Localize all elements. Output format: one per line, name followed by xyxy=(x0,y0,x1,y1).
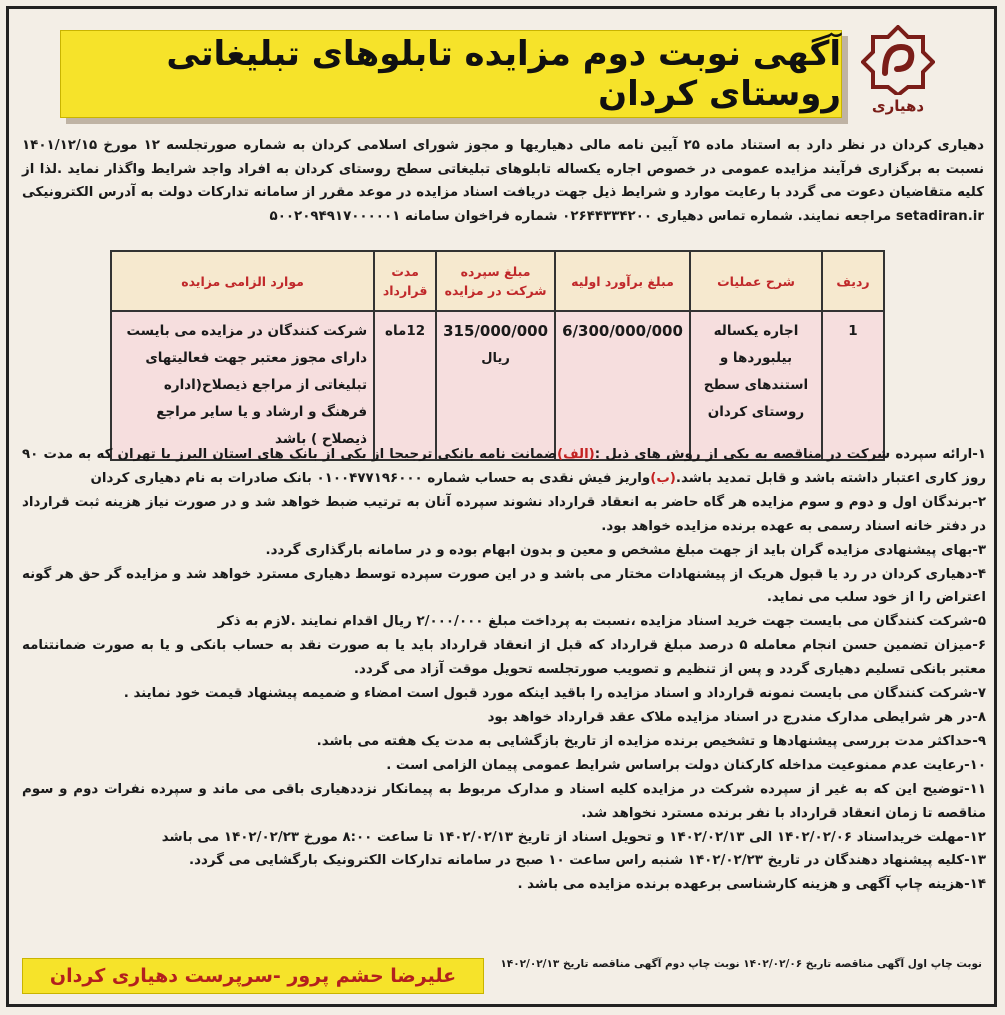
term-item: ۲-برندگان اول و دوم و سوم مزایده هر گاه حاضر به انعقاد قرارداد نشوند سپرده آنان به ترتیب ضبط خواهد شد و در صورت نیاز هزینه ثبت قرارداد در دفتر خانه اسناد رسمی به عهده برنده مزایده خواهد بود. xyxy=(22,494,986,534)
publication-dates: نوبت چاپ اول آگهی مناقصه تاریخ ۱۴۰۲/۰۲/۰۶ نوبت چاپ دوم آگهی مناقصه تاریخ ۱۴۰۲/۰۲/۱۳ xyxy=(500,958,982,970)
logo-text: دهیاری xyxy=(871,97,925,115)
term-item: ۱۰-رعایت عدم ممنوعیت مداخله کارکنان دولت براساس شرایط عمومی پیمان الزامی است . xyxy=(386,757,986,773)
signature-banner: علیرضا حشم پرور -سرپرست دهیاری کردان xyxy=(22,958,484,994)
dehyari-logo xyxy=(853,22,943,118)
intro-paragraph: دهیاری کردان در نظر دارد به استناد ماده ۲۵ آیین نامه مالی دهیاریها و مجوز شورای اسلامی کردان به شماره صورتجلسه ۱۲ مورخ ۱۴۰۱/۱۲/۱۵ نسبت به برگزاری فرآیند مزایده عمومی در خصوص اجاره یکساله تابلوهای تبلیغاتی سطح روستای کردان به افراد واجد شرایط واگذار نماید .لذا از کلیه متقاضیان دعوت می گردد با رعایت موارد و شرایط ذیل جهت دریافت اسناد مزایده در موعد مقرر از سامانه تدارکات دولت به آدرس الکترونیکی setadiran.ir مراجعه نمایند. شماره تماس دهیاری ۰۲۶۴۴۳۳۴۲۰۰ شماره فراخوان سامانه ۵۰۰۲۰۹۴۹۱۷۰۰۰۰۰۱ xyxy=(22,138,984,224)
cell-deposit xyxy=(436,311,555,460)
term-item: ۸-در هر شرایطی مدارک مندرج در اسناد مزایده ملاک عقد قرارداد خواهد بود xyxy=(487,709,986,725)
page-title: آگهی نوبت دوم مزایده تابلوهای تبلیغاتی روستای کردان xyxy=(166,34,841,114)
terms-list xyxy=(22,443,986,897)
cell-requirements: شرکت کنندگان در مزایده می بایست دارای مجوز معتبر جهت فعالیتهای تبلیغاتی از مراجع ذیصلاح(اداره فرهنگ و ارشاد و یا سایر مراجع ذیصلاح ) باشد xyxy=(111,311,374,460)
term-1-text-a: ۱-ارائه سپرده شرکت در مناقصه به یکی از روش های ذیل : xyxy=(594,447,987,462)
term-item: ۱۲-مهلت خریداسناد ۱۴۰۲/۰۲/۰۶ الی ۱۴۰۲/۰۲/۱۳ و تحویل اسناد از تاریخ ۱۴۰۲/۰۲/۱۳ تا ساعت ۸:۰۰ مورخ ۱۴۰۲/۰۲/۲۳ می باشد xyxy=(161,829,986,845)
header-requirements: موارد الزامی مزایده xyxy=(111,251,374,311)
table-row xyxy=(111,311,884,460)
header-row-number: ردیف xyxy=(822,251,884,311)
deposit-unit: ریال xyxy=(481,351,510,366)
cell-duration: 12ماه xyxy=(374,311,436,460)
term-item: ۷-شرکت کنندگان می بایست نمونه قرارداد و اسناد مزایده را باقید اینکه مورد قبول است امضاء و ضمیمه پیشنهاد قیمت خود نمایند . xyxy=(123,686,986,702)
term-1-text-b: ضمانت نامه بانکی ترجیحا از یکی از بانک های استان البرز یا تهران که به مدت ۹۰ روز کاری اعتبار داشته باشد و قابل تمدید باشد. xyxy=(22,447,986,486)
deposit-amount: 315/000/000 xyxy=(443,322,548,340)
term-item: ۶-میزان تضمین حسن انجام معامله ۵ درصد مبلغ قرارداد که قبل از انعقاد قرارداد باید یا به صورت نقد به حساب بانکی و یا به صورت ضمانتنامه معتبر بانکی تسلیم دهیاری گردد و پس از تنظیم و تصویب صورتجلسه تحویل موقت آزاد می گردد. xyxy=(22,638,986,678)
term-item: ۴-دهیاری کردان در رد یا قبول هریک از پیشنهادات مختار می باشد و در این صورت سپرده توسط دهیاری مسترد خواهد شد و مزایده گر حق هر گونه اعتراض را از خود سلب می نماید. xyxy=(22,566,986,606)
title-banner xyxy=(60,30,842,118)
table-header-row xyxy=(111,251,884,311)
term-item: ۱۴-هزینه چاپ آگهی و هزینه کارشناسی برعهده برنده مزایده می باشد . xyxy=(517,877,986,893)
cell-base-price: 6/300/000/000 xyxy=(555,311,690,460)
term-item: ۱۳-کلیه پیشنهاد دهندگان در تاریخ ۱۴۰۲/۰۲/۲۳ شنبه راس ساعت ۱۰ صبح در سامانه تدارکات الکترونیک بارگشایی می گردد. xyxy=(189,853,986,869)
term-1-text-c: واریز فیش نقدی به حساب شماره ۰۱۰۰۴۷۷۱۹۶۰۰۰ بانک صادرات به نام دهیاری کردان xyxy=(90,470,651,486)
term-item xyxy=(22,443,986,491)
header-deposit: مبلغ سپرده شرکت در مزایده xyxy=(436,251,555,311)
cell-operation: اجاره یکساله بیلبوردها و استندهای سطح روستای کردان xyxy=(690,311,822,460)
header-base-price: مبلغ برآورد اولیه xyxy=(555,251,690,311)
operations-table xyxy=(110,250,885,461)
term-1-option-b: (ب) xyxy=(650,470,676,486)
term-1-option-a: (الف) xyxy=(556,447,595,462)
term-item: ۱۱-توضیح این که به غیر از سپرده شرکت در مزایده کلیه اسناد و مدارک مربوط به پیمانکار نزددهیاری باقی می ماند و سپرده نفرات دوم و سوم مناقصه تا زمان انعقاد قرارداد با نفر برنده مسترد نخواهد شد. xyxy=(22,781,986,821)
cell-row-number: 1 xyxy=(822,311,884,460)
emblem-icon xyxy=(861,25,935,95)
header-operation: شرح عملیات xyxy=(690,251,822,311)
header-duration: مدت قرارداد xyxy=(374,251,436,311)
term-item: ۹-حداکثر مدت بررسی پیشنهادها و تشخیص برنده مزایده از تاریخ بازگشایی به مدت یک هفته می باشد. xyxy=(316,733,986,749)
term-item: ۵-شرکت کنندگان می بایست جهت خرید اسناد مزایده ،نسبت به پرداخت مبلغ ۲/۰۰۰/۰۰۰ ریال اقدام نمایند .لازم به ذکر xyxy=(217,614,986,630)
term-item: ۳-بهای پیشنهادی مزایده گران باید از جهت مبلغ مشخص و معین و بدون ابهام بوده و در سامانه بارگذاری گردد. xyxy=(265,542,986,558)
